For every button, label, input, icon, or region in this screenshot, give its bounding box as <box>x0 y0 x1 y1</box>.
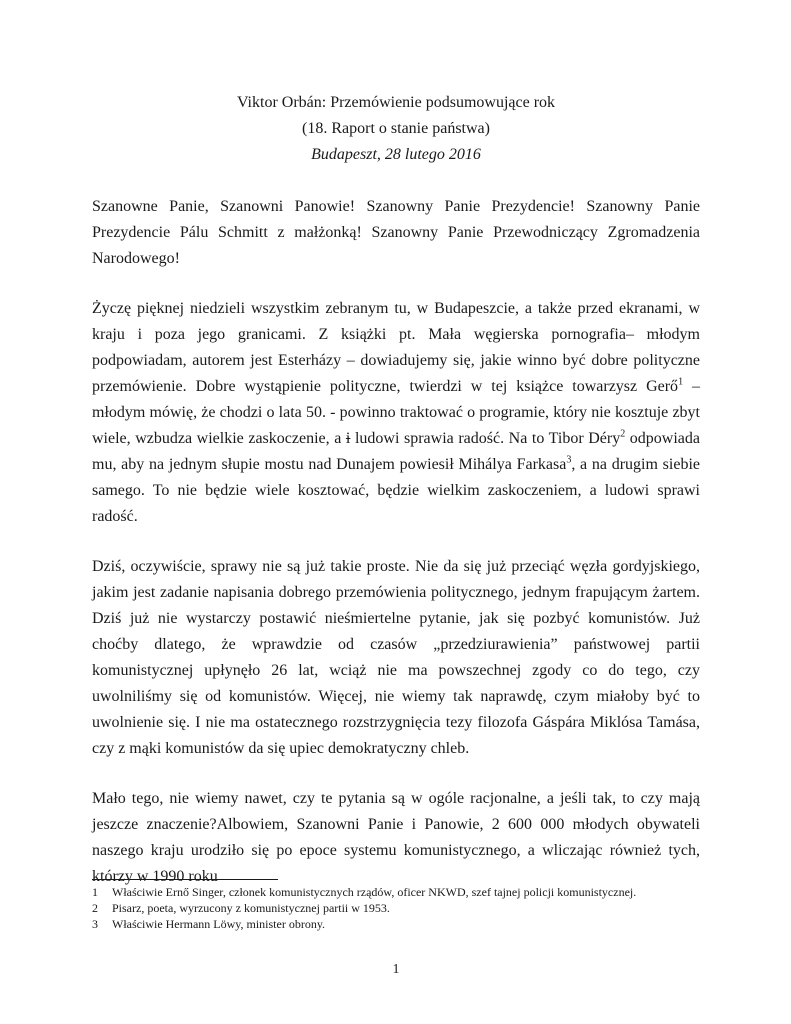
paragraph-2-part-b: – młodym mówię, że chodzi o lata 50. - powinno traktować o programie, który nie kosztuje zbyt wiele, wzbudza wielkie zaskoczenie, a <box>92 378 701 447</box>
paragraph-2 <box>92 296 700 530</box>
paragraph-1: Szanowne Panie, Szanowni Panowie! Szanowny Panie Prezydencie! Szanowny Panie Prezydencie Pálu Schmitt z małżonką! Szanowny Panie Przewodniczący Zgromadzenia Narodowego! <box>92 198 700 267</box>
footnote-number: 1 <box>92 885 98 899</box>
footnote-item <box>92 900 700 916</box>
footnote-ref-2[interactable]: 2 <box>620 428 626 440</box>
title-block <box>92 90 700 168</box>
footnote-item <box>92 884 700 900</box>
footnote-text: Właściwie Ernő Singer, członek komunistycznych rządów, oficer NKWD, szef tajnej policji komunistycznej. <box>112 885 637 899</box>
struck-word: i <box>345 430 351 447</box>
document-subtitle: (18. Raport o stanie państwa) <box>302 120 490 137</box>
footnote-text: Pisarz, poeta, wyrzucony z komunistycznej partii w 1953. <box>112 901 390 915</box>
document-title: Viktor Orbán: Przemówienie podsumowujące rok <box>236 94 556 111</box>
body-text <box>92 194 700 890</box>
paragraph-2-part-c: ludowi sprawia radość. Na to Tibor Déry <box>350 430 621 447</box>
footnotes <box>92 884 700 932</box>
paragraph-2-part-d: odpowiada mu, aby na jednym słupie mostu nad Dunajem powiesił Mihálya Farkasa <box>92 430 701 473</box>
footnote-text: Właściwie Hermann Löwy, minister obrony. <box>112 917 326 931</box>
footnote-number: 2 <box>92 901 98 915</box>
place-date: Budapeszt, 28 lutego 2016 <box>311 146 481 163</box>
footnote-item <box>92 916 700 932</box>
footnote-ref-1[interactable]: 1 <box>678 376 684 388</box>
footnote-number: 3 <box>92 917 98 931</box>
footnote-ref-3[interactable]: 3 <box>566 454 572 466</box>
page-number: 1 <box>392 962 400 977</box>
paragraph-2-part-a: Życzę pięknej niedzieli wszystkim zebranym tu, w Budapeszcie, a także przed ekranami, w kraju i poza jego granicami. Z książki pt. Mała węgierska pornografia– młodym podpowiadam, autorem jest Esterházy – dowiadujemy się, jakie winno być dobre polityczne przemówienie. Dobre wystąpienie polityczne, twierdzi w tej książce towarzysz Gerő <box>92 300 700 395</box>
paragraph-3: Dziś, oczywiście, sprawy nie są już takie proste. Nie da się już przeciąć węzła gordyjskiego, jakim jest zadanie napisania dobrego przemówienia politycznego, jednym frapującym żartem. Dziś już nie wystarczy postawić nieśmiertelne pytanie, jak się pozbyć komunistów. Już choćby dlatego, że wprawdzie od czasów „przedziurawienia” państwowej partii komunistycznej upłynęło 26 lat, wciąż nie ma powszechnej zgody co do tego, czy uwolniliśmy się od komunistów. Więcej, nie wiemy tak naprawdę, czym miałoby być to uwolnienie się. I nie ma ostatecznego rozstrzygnięcia tezy filozofa Gáspára Miklósa Tamása, czy z mąki komunistów da się upiec demokratyczny chleb. <box>92 558 700 757</box>
paragraph-4: Mało tego, nie wiemy nawet, czy te pytania są w ogóle racjonalne, a jeśli tak, to czy mają jeszcze znaczenie?Albowiem, Szanowni Panie i Panowie, 2 600 000 młodych obywateli naszego kraju urodziło się po epoce systemu komunistycznego, a wliczając również tych, którzy w 1990 roku <box>92 790 700 885</box>
paragraph-2-part-e: , a na drugim siebie samego. To nie będzie wiele kosztować, będzie wielkim zaskoczeniem, a ludowi sprawi radość. <box>92 456 700 525</box>
footnote-separator <box>92 879 278 880</box>
